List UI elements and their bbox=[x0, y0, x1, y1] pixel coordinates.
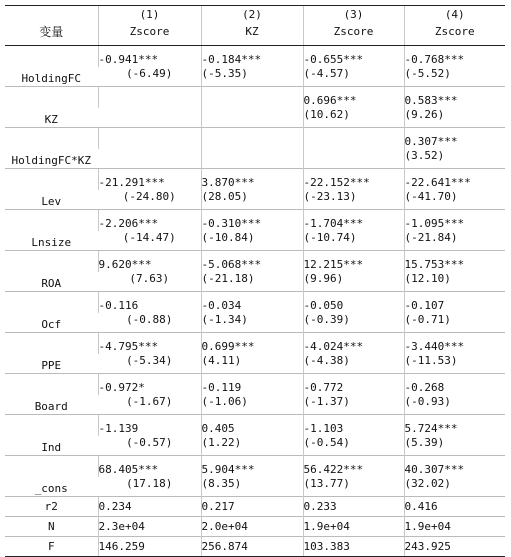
coefficient-cell: -0.034 bbox=[201, 292, 303, 314]
t-statistic-cell bbox=[98, 108, 201, 128]
variable-name: Lev bbox=[5, 169, 98, 210]
t-statistic-cell: (-41.70) bbox=[404, 190, 505, 210]
coefficient-cell: -0.268 bbox=[404, 374, 505, 396]
stat-name: F bbox=[5, 537, 98, 557]
dependent-variable-1: Zscore bbox=[98, 24, 201, 46]
table-header bbox=[5, 6, 505, 46]
variable-name: Lnsize bbox=[5, 210, 98, 251]
t-statistic-cell: (-5.52) bbox=[404, 67, 505, 87]
stat-name: r2 bbox=[5, 497, 98, 517]
t-statistic-cell: (-1.67) bbox=[126, 395, 173, 408]
t-statistic-cell: (-10.74) bbox=[303, 231, 404, 251]
coefficient-row bbox=[5, 456, 505, 478]
t-statistic-cell: (1.22) bbox=[201, 436, 303, 456]
coefficient-cell: -0.184*** bbox=[201, 46, 303, 68]
coefficient-row bbox=[5, 46, 505, 68]
dependent-variable-3: Zscore bbox=[303, 24, 404, 46]
t-statistic-cell: (-11.53) bbox=[404, 354, 505, 374]
t-statistic-cell: (-0.39) bbox=[303, 313, 404, 333]
coefficient-cell: 0.699*** bbox=[201, 333, 303, 355]
stat-value-cell: 1.9e+04 bbox=[404, 517, 505, 537]
variable-name: PPE bbox=[5, 333, 98, 374]
t-statistic-cell: (7.63) bbox=[129, 272, 170, 285]
variable-name: Board bbox=[5, 374, 98, 415]
coefficient-cell bbox=[98, 87, 201, 109]
t-statistic-cell: (-24.80) bbox=[122, 190, 176, 203]
variable-name: Ocf bbox=[5, 292, 98, 333]
variable-name: ROA bbox=[5, 251, 98, 292]
coefficient-cell: 3.870*** bbox=[201, 169, 303, 191]
column-number-row bbox=[5, 6, 505, 25]
t-statistic-cell: (-10.84) bbox=[201, 231, 303, 251]
variable-column-label: 变量 bbox=[5, 24, 98, 46]
t-statistic-cell: (9.96) bbox=[303, 272, 404, 292]
t-statistic-cell bbox=[201, 149, 303, 169]
t-statistic-cell: (-4.57) bbox=[303, 67, 404, 87]
t-statistic-cell: (-4.38) bbox=[303, 354, 404, 374]
t-statistic-cell bbox=[201, 108, 303, 128]
coefficient-cell: 9.620*** bbox=[98, 251, 201, 273]
stat-value-cell: 1.9e+04 bbox=[303, 517, 404, 537]
table-body bbox=[5, 46, 505, 557]
coefficient-cell: -22.152*** bbox=[303, 169, 404, 191]
t-statistic-cell: (-6.49) bbox=[126, 67, 173, 80]
stat-value-cell: 256.874 bbox=[201, 537, 303, 557]
t-statistic-cell bbox=[303, 149, 404, 169]
t-statistic-cell: (9.26) bbox=[404, 108, 505, 128]
stat-value-cell: 0.217 bbox=[201, 497, 303, 517]
t-statistic-cell: (-0.57) bbox=[126, 436, 173, 449]
variable-name: HoldingFC bbox=[21, 72, 82, 85]
coefficient-cell: -5.068*** bbox=[201, 251, 303, 273]
coefficient-cell: -0.116 bbox=[98, 292, 201, 314]
coefficient-cell: -3.440*** bbox=[404, 333, 505, 355]
column-number-1: (1) bbox=[98, 6, 201, 25]
coefficient-cell: -1.139 bbox=[98, 415, 201, 437]
coefficient-cell bbox=[201, 87, 303, 109]
coefficient-cell: -1.095*** bbox=[404, 210, 505, 232]
stat-name: N bbox=[5, 517, 98, 537]
coefficient-cell: -0.768*** bbox=[404, 46, 505, 68]
t-statistic-cell: (-5.35) bbox=[201, 67, 303, 87]
t-statistic-cell: (32.02) bbox=[404, 477, 505, 497]
stat-value-cell: 0.234 bbox=[98, 497, 201, 517]
coefficient-row bbox=[5, 128, 505, 150]
variable-name: HoldingFC*KZ bbox=[5, 128, 98, 169]
coefficient-cell bbox=[303, 128, 404, 150]
header-blank-cell bbox=[5, 6, 98, 25]
t-statistic-cell: (10.62) bbox=[303, 108, 404, 128]
t-statistic-cell: (3.52) bbox=[404, 149, 505, 169]
coefficient-cell: -22.641*** bbox=[404, 169, 505, 191]
variable-name: KZ bbox=[5, 87, 98, 128]
coefficient-row bbox=[5, 251, 505, 273]
coefficient-cell: -4.795*** bbox=[98, 333, 201, 355]
t-statistic-cell: (-0.54) bbox=[303, 436, 404, 456]
t-statistic-cell bbox=[98, 149, 201, 169]
coefficient-cell: -0.119 bbox=[201, 374, 303, 396]
coefficient-cell bbox=[201, 128, 303, 150]
t-statistic-cell: (-1.37) bbox=[303, 395, 404, 415]
coefficient-cell: -0.972* bbox=[98, 374, 201, 396]
coefficient-cell: 40.307*** bbox=[404, 456, 505, 478]
coefficient-cell: -0.050 bbox=[303, 292, 404, 314]
coefficient-cell: -0.310*** bbox=[201, 210, 303, 232]
dependent-variable-row bbox=[5, 24, 505, 46]
coefficient-row bbox=[5, 87, 505, 109]
stat-value-cell: 0.233 bbox=[303, 497, 404, 517]
t-statistic-cell: (-14.47) bbox=[122, 231, 176, 244]
dependent-variable-4: Zscore bbox=[404, 24, 505, 46]
t-statistic-cell: (-1.34) bbox=[201, 313, 303, 333]
variable-name: _cons bbox=[5, 456, 98, 497]
coefficient-cell: -0.655*** bbox=[303, 46, 404, 68]
t-statistic-cell: (5.39) bbox=[404, 436, 505, 456]
coefficient-cell: -4.024*** bbox=[303, 333, 404, 355]
coefficient-row bbox=[5, 210, 505, 232]
t-statistic-cell: (-0.93) bbox=[404, 395, 505, 415]
column-number-2: (2) bbox=[201, 6, 303, 25]
t-statistic-cell: (12.10) bbox=[404, 272, 505, 292]
coefficient-cell: -0.772 bbox=[303, 374, 404, 396]
t-statistic-cell: (8.35) bbox=[201, 477, 303, 497]
variable-name: Ind bbox=[5, 415, 98, 456]
coefficient-cell: -0.941*** bbox=[98, 46, 201, 68]
t-statistic-cell: (-21.18) bbox=[201, 272, 303, 292]
summary-stat-row bbox=[5, 497, 505, 517]
coefficient-row bbox=[5, 415, 505, 437]
coefficient-cell: 0.307*** bbox=[404, 128, 505, 150]
coefficient-cell: 12.215*** bbox=[303, 251, 404, 273]
coefficient-cell: -0.107 bbox=[404, 292, 505, 314]
coefficient-cell bbox=[98, 128, 201, 150]
stat-value-cell: 2.0e+04 bbox=[201, 517, 303, 537]
coefficient-row bbox=[5, 374, 505, 396]
coefficient-row bbox=[5, 292, 505, 314]
t-statistic-cell: (17.18) bbox=[126, 477, 173, 490]
coefficient-cell: -1.704*** bbox=[303, 210, 404, 232]
t-statistic-cell: (4.11) bbox=[201, 354, 303, 374]
coefficient-cell: 56.422*** bbox=[303, 456, 404, 478]
stat-value-cell: 243.925 bbox=[404, 537, 505, 557]
t-statistic-cell: (13.77) bbox=[303, 477, 404, 497]
t-statistic-cell: (-5.34) bbox=[126, 354, 173, 367]
summary-stat-row bbox=[5, 517, 505, 537]
dependent-variable-2: KZ bbox=[201, 24, 303, 46]
coefficient-cell: 5.724*** bbox=[404, 415, 505, 437]
t-statistic-cell: (28.05) bbox=[201, 190, 303, 210]
coefficient-cell: -1.103 bbox=[303, 415, 404, 437]
column-number-3: (3) bbox=[303, 6, 404, 25]
coefficient-row bbox=[5, 169, 505, 191]
coefficient-cell: 5.904*** bbox=[201, 456, 303, 478]
coefficient-cell: 0.696*** bbox=[303, 87, 404, 109]
t-statistic-cell: (-0.71) bbox=[404, 313, 505, 333]
stat-value-cell: 0.416 bbox=[404, 497, 505, 517]
column-number-4: (4) bbox=[404, 6, 505, 25]
coefficient-cell: -2.206*** bbox=[98, 210, 201, 232]
coefficient-cell: -21.291*** bbox=[98, 169, 201, 191]
t-statistic-cell: (-21.84) bbox=[404, 231, 505, 251]
coefficient-cell: 15.753*** bbox=[404, 251, 505, 273]
coefficient-cell: 0.583*** bbox=[404, 87, 505, 109]
coefficient-row bbox=[5, 333, 505, 355]
t-statistic-cell: (-23.13) bbox=[303, 190, 404, 210]
coefficient-cell: 68.405*** bbox=[98, 456, 201, 478]
stat-value-cell: 146.259 bbox=[98, 537, 201, 557]
stat-value-cell: 103.383 bbox=[303, 537, 404, 557]
stat-value-cell: 2.3e+04 bbox=[98, 517, 201, 537]
t-statistic-cell: (-0.88) bbox=[126, 313, 173, 326]
t-statistic-cell: (-1.06) bbox=[201, 395, 303, 415]
regression-table bbox=[5, 5, 505, 557]
coefficient-cell: 0.405 bbox=[201, 415, 303, 437]
